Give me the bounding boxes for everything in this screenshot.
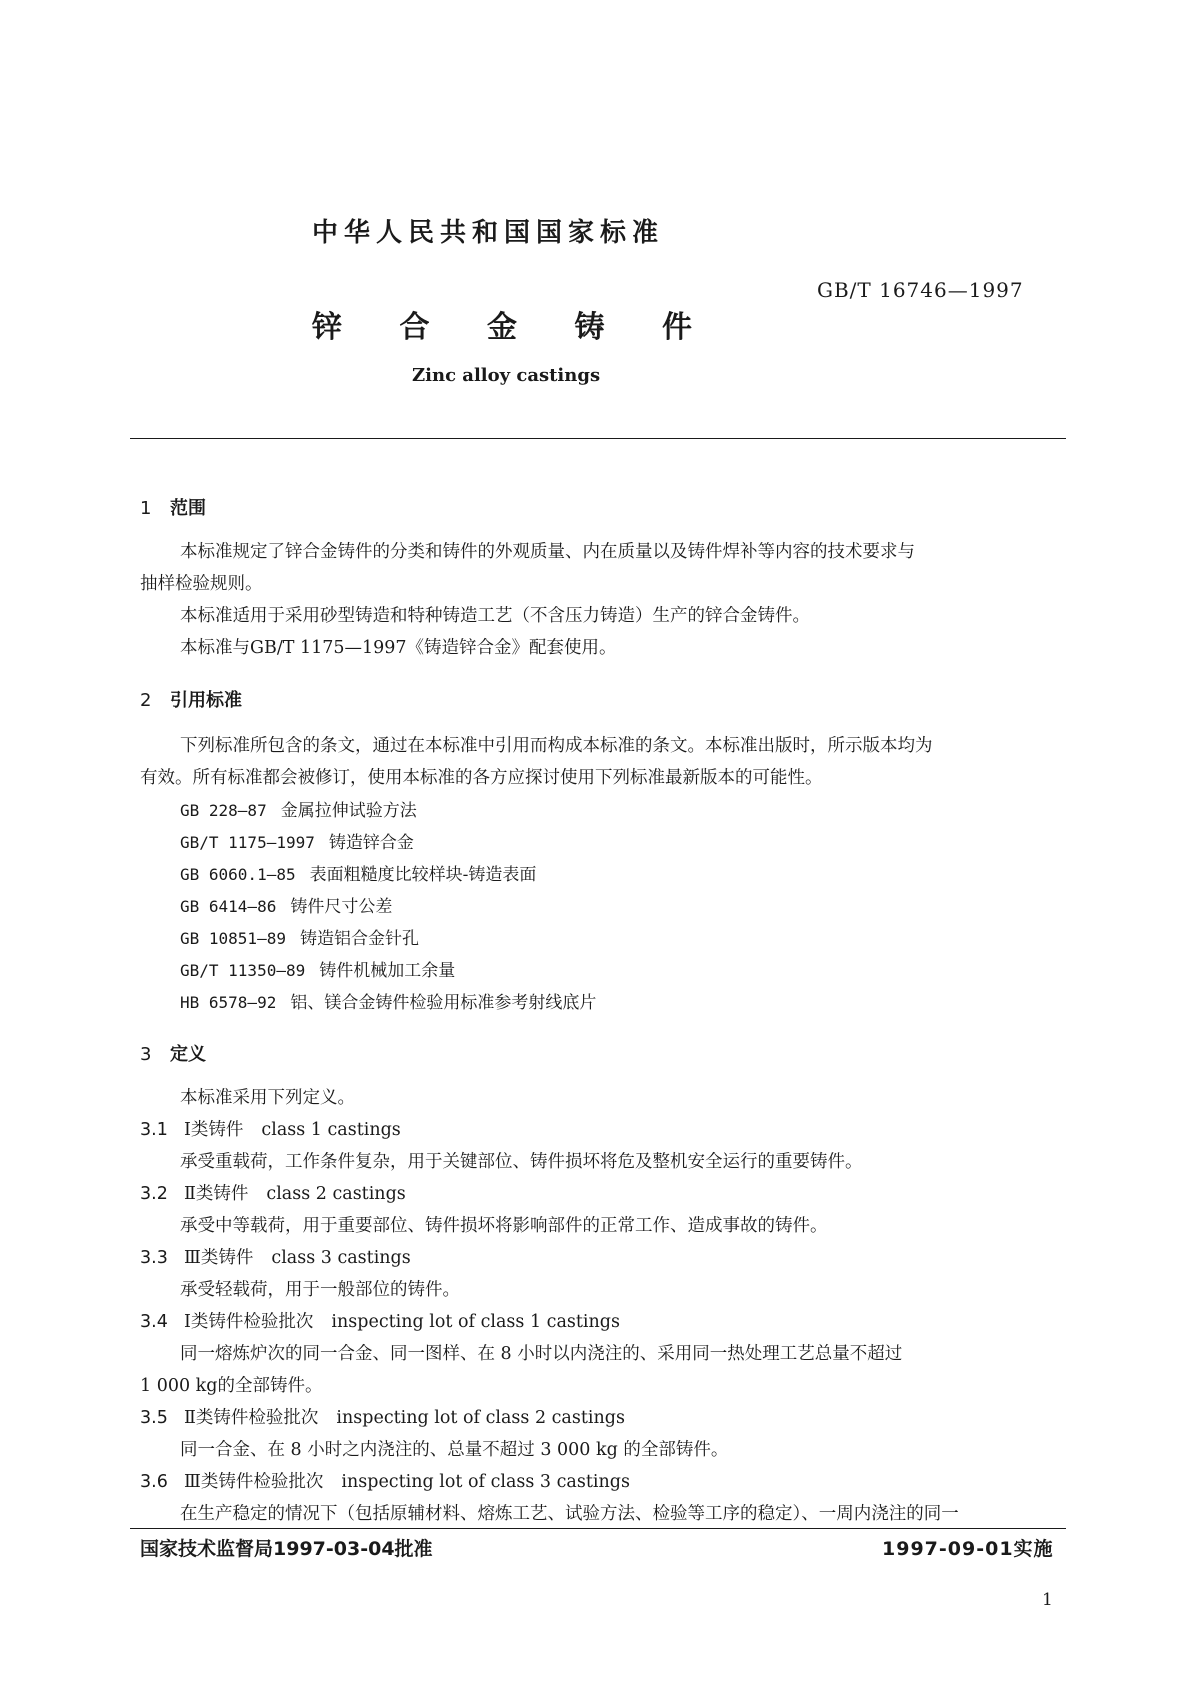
paragraph: 下列标准所包含的条文，通过在本标准中引用而构成本标准的条文。本标准出版时，所示版本均为 xyxy=(180,736,933,756)
document-title xyxy=(312,302,692,346)
definition-heading xyxy=(140,1180,406,1205)
section-title: 范围 xyxy=(170,498,206,519)
page-number: 1 xyxy=(1042,1590,1053,1610)
standard-number: GB/T 16746—1997 xyxy=(817,278,1024,302)
definition-term: Ⅲ类铸件 xyxy=(184,1248,254,1268)
definition-term-english: inspecting lot of class 2 castings xyxy=(336,1408,625,1428)
reference-item xyxy=(180,956,455,981)
definition-term-english: inspecting lot of class 1 castings xyxy=(331,1312,620,1332)
paragraph-continuation: 抽样检验规则。 xyxy=(140,574,263,594)
definition-heading xyxy=(140,1404,625,1429)
reference-item xyxy=(180,892,392,917)
reference-code: GB 10851—89 xyxy=(180,929,286,948)
definition-number: 3.2 xyxy=(140,1184,168,1204)
definition-term: Ⅱ类铸件 xyxy=(184,1184,249,1204)
section-title: 定义 xyxy=(170,1044,206,1065)
definition-term-english: class 1 castings xyxy=(261,1120,401,1140)
definition-heading xyxy=(140,1244,411,1269)
reference-item xyxy=(180,860,536,885)
reference-name: 铸造锌合金 xyxy=(328,833,414,853)
definition-text: 承受重载荷，工作条件复杂，用于关键部位、铸件损坏将危及整机安全运行的重要铸件。 xyxy=(180,1152,863,1172)
definition-heading xyxy=(140,1116,401,1141)
definition-term: Ⅰ类铸件 xyxy=(184,1120,244,1140)
definition-number: 3.3 xyxy=(140,1248,168,1268)
paragraph: 本标准规定了锌合金铸件的分类和铸件的外观质量、内在质量以及铸件焊补等内容的技术要求与 xyxy=(180,542,915,562)
title-char: 铸 xyxy=(574,310,605,345)
reference-code: GB 228—87 xyxy=(180,801,267,820)
definition-text: 在生产稳定的情况下（包括原辅材料、熔炼工艺、试验方法、检验等工序的稳定）、一周内浇注的同一 xyxy=(180,1504,959,1524)
reference-name: 铝、镁合金铸件检验用标准参考射线底片 xyxy=(290,993,597,1013)
reference-code: GB 6060.1—85 xyxy=(180,865,296,884)
reference-item xyxy=(180,796,417,821)
approval-date: 国家技术监督局1997-03-04批准 xyxy=(140,1538,433,1560)
section-title: 引用标准 xyxy=(170,690,242,711)
section-number: 1 xyxy=(140,498,152,519)
reference-code: GB/T 11350—89 xyxy=(180,961,306,980)
section-number: 3 xyxy=(140,1044,152,1065)
definition-heading xyxy=(140,1468,630,1493)
reference-item xyxy=(180,988,596,1013)
paragraph-continuation: 有效。所有标准都会被修订，使用本标准的各方应探讨使用下列标准最新版本的可能性。 xyxy=(140,768,823,788)
section-3-heading xyxy=(140,1040,206,1066)
paragraph: 本标准采用下列定义。 xyxy=(180,1088,355,1108)
definition-number: 3.4 xyxy=(140,1312,168,1332)
definition-text: 承受轻载荷，用于一般部位的铸件。 xyxy=(180,1280,460,1300)
definition-term: Ⅲ类铸件检验批次 xyxy=(184,1472,324,1492)
definition-number: 3.1 xyxy=(140,1120,168,1140)
definition-text: 同一合金、在 8 小时之内浇注的、总量不超过 3 000 kg 的全部铸件。 xyxy=(180,1440,729,1460)
definition-number: 3.5 xyxy=(140,1408,168,1428)
title-char: 锌 xyxy=(312,310,342,345)
footer-divider xyxy=(130,1528,1066,1529)
reference-name: 铸造铝合金针孔 xyxy=(299,929,419,949)
reference-name: 铸件尺寸公差 xyxy=(290,897,393,917)
definition-term-english: class 3 castings xyxy=(271,1248,411,1268)
definition-term-english: inspecting lot of class 3 castings xyxy=(341,1472,630,1492)
document-title-english: Zinc alloy castings xyxy=(412,365,601,386)
definition-number: 3.6 xyxy=(140,1472,168,1492)
section-2-heading xyxy=(140,686,242,712)
definition-text: 承受中等载荷，用于重要部位、铸件损坏将影响部件的正常工作、造成事故的铸件。 xyxy=(180,1216,828,1236)
title-char: 件 xyxy=(662,310,692,345)
definition-term-english: class 2 castings xyxy=(266,1184,406,1204)
header-divider xyxy=(130,438,1066,439)
definition-text-continuation: 1 000 kg的全部铸件。 xyxy=(140,1376,323,1396)
reference-item xyxy=(180,828,414,853)
section-number: 2 xyxy=(140,690,152,711)
definition-heading xyxy=(140,1308,620,1333)
reference-code: GB 6414—86 xyxy=(180,897,277,916)
definition-term: Ⅰ类铸件检验批次 xyxy=(184,1312,314,1332)
title-char: 合 xyxy=(399,310,430,345)
title-char: 金 xyxy=(487,310,517,345)
paragraph: 本标准与GB/T 1175—1997《铸造锌合金》配套使用。 xyxy=(180,638,617,658)
section-1-heading xyxy=(140,494,206,520)
definition-text: 同一熔炼炉次的同一合金、同一图样、在 8 小时以内浇注的、采用同一热处理工艺总量不超过 xyxy=(180,1344,903,1364)
reference-code: HB 6578—92 xyxy=(180,993,277,1012)
national-standard-heading: 中华人民共和国国家标准 xyxy=(312,218,665,248)
reference-name: 表面粗糙度比较样块-铸造表面 xyxy=(309,865,537,885)
implementation-date: 1997-09-01实施 xyxy=(882,1538,1054,1560)
definition-term: Ⅱ类铸件检验批次 xyxy=(184,1408,319,1428)
reference-name: 金属拉伸试验方法 xyxy=(280,801,417,821)
reference-name: 铸件机械加工余量 xyxy=(319,961,456,981)
paragraph: 本标准适用于采用砂型铸造和特种铸造工艺（不含压力铸造）生产的锌合金铸件。 xyxy=(180,606,810,626)
reference-item xyxy=(180,924,419,949)
reference-code: GB/T 1175—1997 xyxy=(180,833,315,852)
